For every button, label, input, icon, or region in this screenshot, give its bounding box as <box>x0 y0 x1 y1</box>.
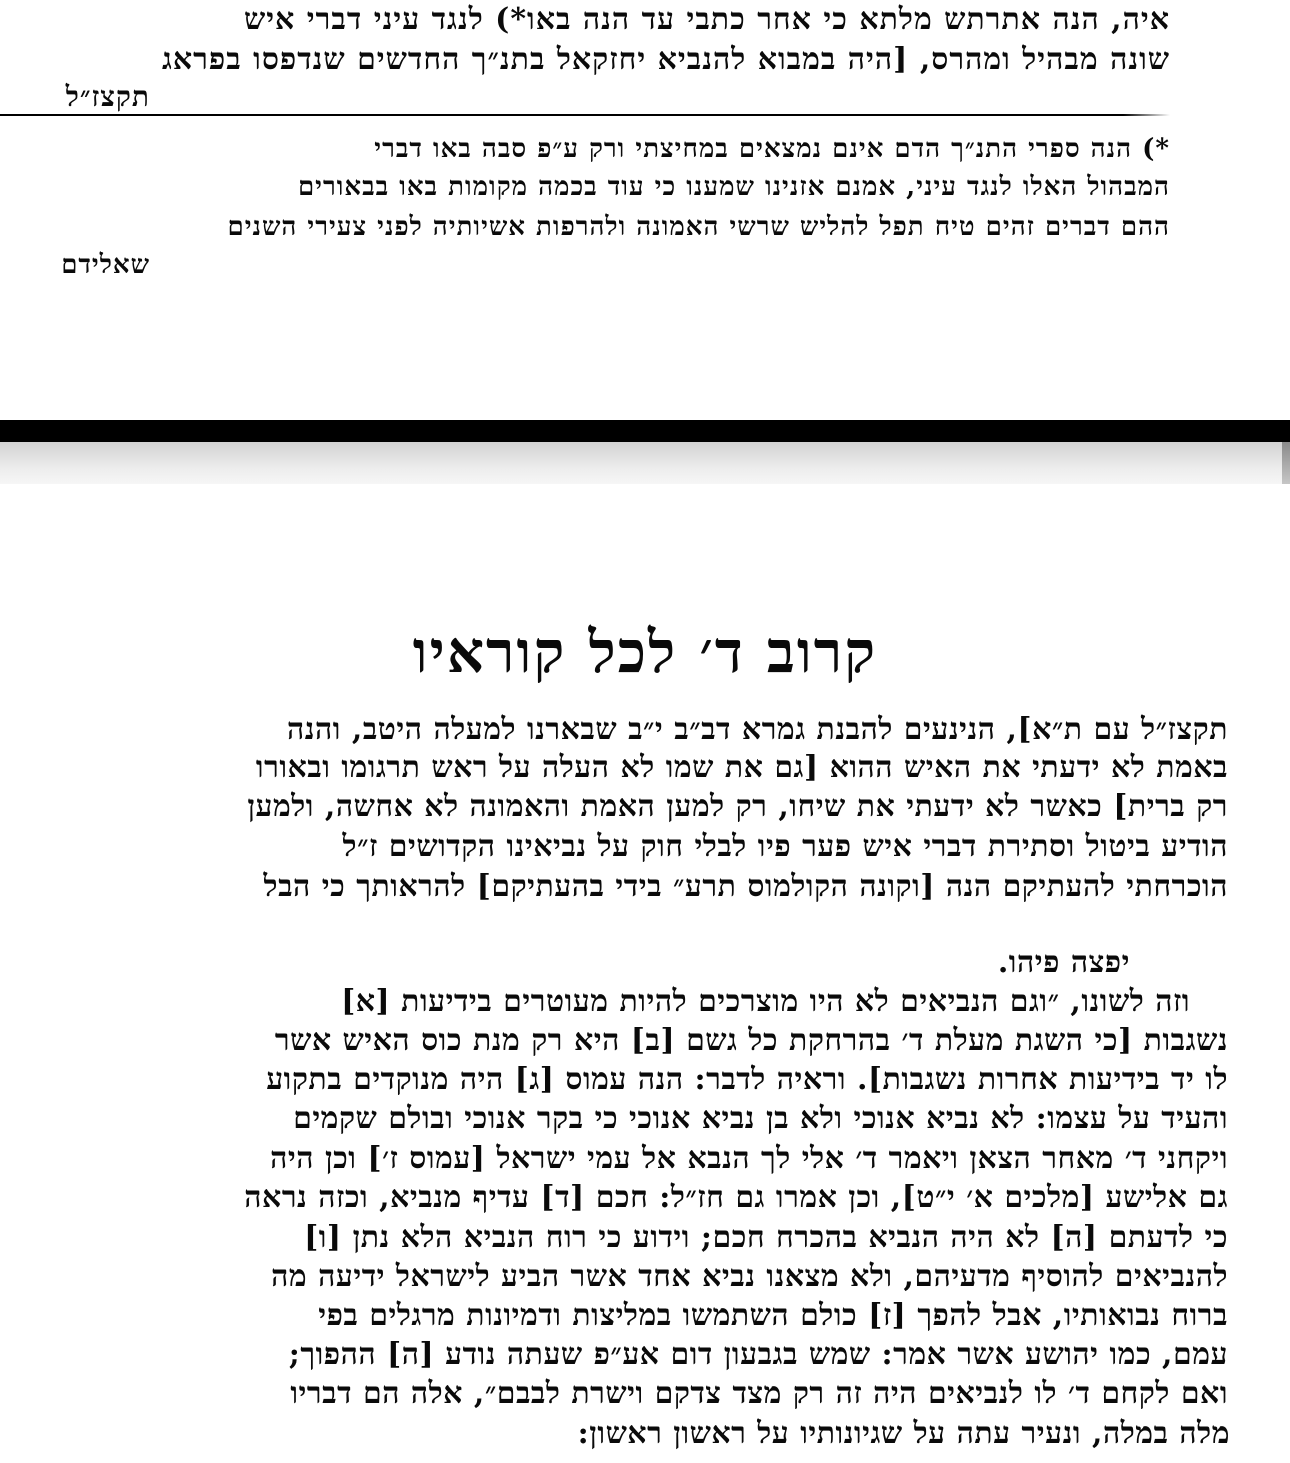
text-line: והעיד על עצמו: לא נביא אנוכי ולא בן נביא אנוכי כי בקר אנוכי ובולם שקמים <box>293 1101 1228 1136</box>
text-line: באמת לא ידעתי את האיש ההוא [גם את שמו לא העלה על ראש תרגומו ובאורו <box>255 750 1228 785</box>
footnote-rule <box>0 114 1170 116</box>
text-line: לו יד בידיעות אחרות נשגבות]. וראיה לדבר: הנה עמוס [ג] היה מנוקדים בתקוע <box>266 1062 1228 1097</box>
upper-page-fragment <box>0 0 1290 420</box>
text-line: להנביאים להוסיף מדעיהם, ולא מצאנו נביא אחד אשר הביע לישראל ידיעה מה <box>271 1259 1228 1294</box>
scrollbar-edge[interactable] <box>1282 442 1290 484</box>
text-line: רק ברית] כאשר לא ידעתי את שיחו, רק למען האמת והאמונה לא אחשה, ולמען <box>247 789 1228 824</box>
text-line: הוכרחתי להעתיקם הנה [וקונה הקולמוס תרע״ בידי בהעתיקם] להראותך כי הבל <box>263 869 1228 904</box>
text-line: ואם לקחם ד׳ לו לנביאים היה זה רק מצד צדקם וישרת לבבם״, אלה הם דבריו <box>290 1376 1228 1411</box>
page-gap <box>0 442 1290 484</box>
text-line: תקצז״ל <box>65 80 150 113</box>
text-line: תקצז״ל עם ת״א], הנינעים להבנת גמרא דב״ב י״ב שבארנו למעלה היטב, והנה <box>287 712 1228 747</box>
text-line: גם אלישע [מלכים א׳ י״ט], וכן אמרו גם חז״ל: חכם [ד] עדיף מנביא, וכזה נראה <box>244 1180 1228 1215</box>
text-line: מלה במלה, ונעיר עתה על שגיונותיו על ראשון ראשון: <box>577 1416 1230 1451</box>
page-separator-bar <box>0 420 1290 442</box>
text-line: שונה מבהיל ומהרס, [היה במבוא להנביא יחזקאל בתנ״ך החדשים שנדפסו בפראג <box>162 42 1170 77</box>
text-line: ברוח נבואותיו, אבל להפך [ז] כולם השתמשו במליצות ודמיונות מרגלים בפי <box>318 1298 1228 1333</box>
text-line: וזה לשונו, ״וגם הנביאים לא היו מוצרכים להיות מעוטרים בידיעות [א] <box>341 984 1190 1019</box>
text-line: עמם, כמו יהושע אשר אמר: שמש בגבעון דום אע״פ שעתה נודע [ה] ההפוך; <box>288 1337 1228 1372</box>
page-title: קרוב ד׳ לכל קוראיו <box>412 618 878 686</box>
footnote-line: *) הנה ספרי התנ״ך הדם אינם נמצאים במחיצתי ורק ע״פ סבה באו דברי <box>374 134 1170 164</box>
footnote-line: שאלידם <box>61 250 150 280</box>
text-line: הודיע ביטול וסתירת דברי איש פער פיו לבלי חוק על נביאינו הקדושים ז״ל <box>342 829 1228 864</box>
text-line: ויקחני ד׳ מאחר הצאן ויאמר ד׳ אלי לך הנבא אל עמי ישראל [עמוס ז׳] וכן היה <box>270 1141 1228 1176</box>
footnote-line: המבהול האלו לנגד עיני, אמנם אזנינו שמענו כי עוד בכמה מקומות באו בבאורים <box>297 172 1170 202</box>
text-line: נשגבות [כי השגת מעלת ד׳ בהרחקת כל גשם [ב] היא רק מנת כוס האיש אשר <box>274 1023 1228 1058</box>
text-line: איה, הנה אתרתש מלתא כי אחר כתבי עד הנה באו*) לנגד עיני דברי איש <box>243 2 1170 37</box>
text-line: יפצה פיהו. <box>997 945 1130 980</box>
text-line: כי לדעתם [ה] לא היה הנביא בהכרח חכם; וידוע כי רוח הנביא הלא נתן [ו] <box>304 1220 1228 1255</box>
footnote-line: ההם דברים זהים טיח תפל להליש שרשי האמונה ולהרפות אשיותיה לפני צעירי השנים <box>227 212 1170 242</box>
